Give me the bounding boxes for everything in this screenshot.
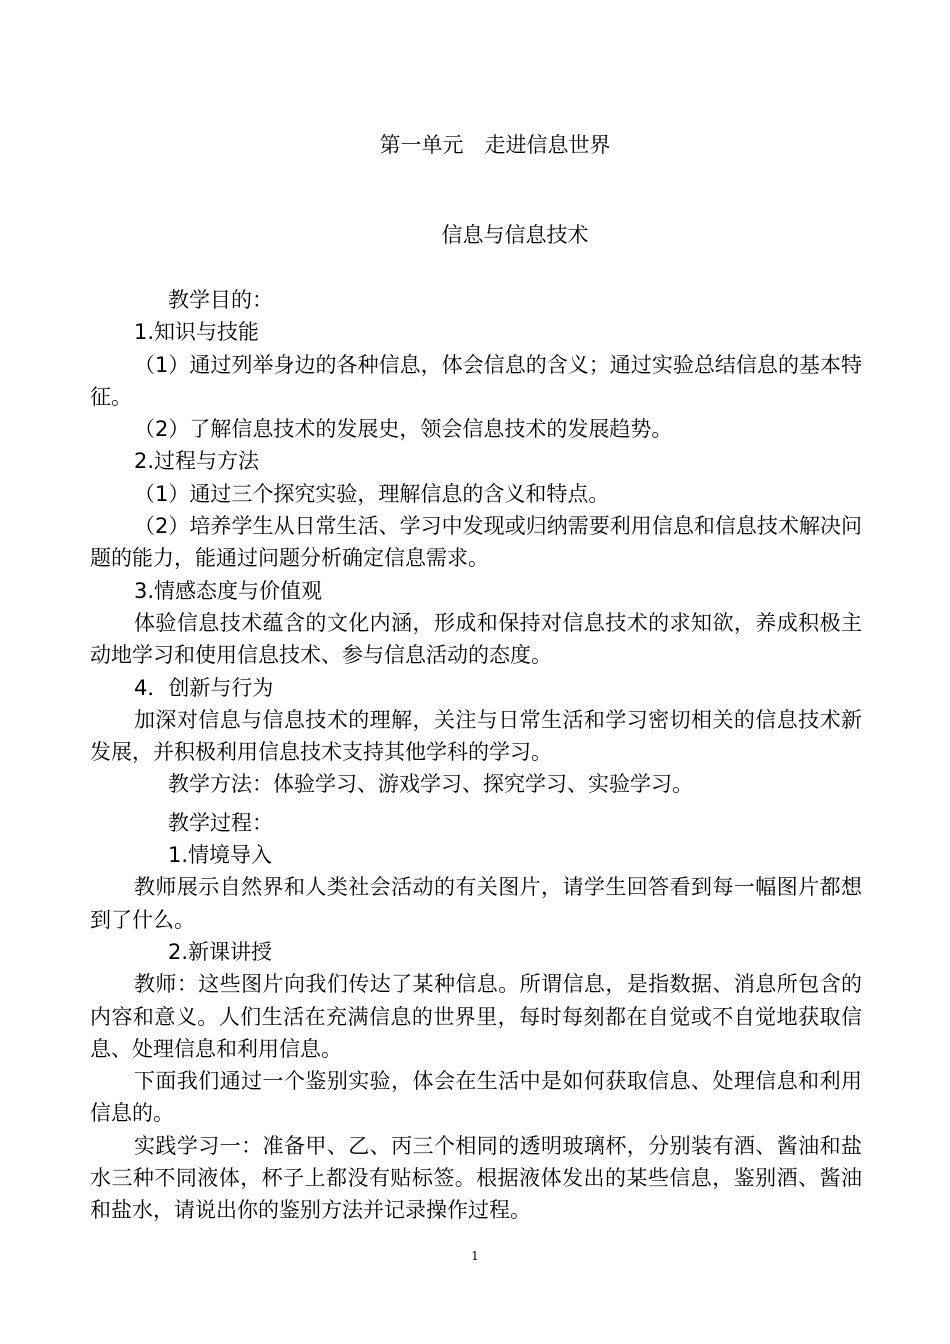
list-item: （2）培养学生从日常生活、学习中发现或归纳需要利用信息和信息技术解决问题的能力，能通过问题分析确定信息需求。 — [90, 514, 862, 571]
unit-title: 第一单元 走进信息世界 — [379, 133, 611, 157]
subheading-process-methods: 2.过程与方法 — [134, 449, 260, 474]
body-paragraph: 教师展示自然界和人类社会活动的有关图片，请学生回答看到每一幅图片都想到了什么。 — [90, 875, 862, 932]
body-paragraph: 体验信息技术蕴含的文化内涵，形成和保持对信息技术的求知欲，养成积极主动地学习和使用信息技术、参与信息活动的态度。 — [90, 610, 862, 668]
page-number: 1 — [471, 1249, 479, 1263]
body-paragraph: 教师：这些图片向我们传达了某种信息。所谓信息，是指数据、消息所包含的内容和意义。人们生活在充满信息的世界里，每时每刻都在自觉或不自觉地获取信息、处理信息和利用信息。 — [90, 972, 862, 1061]
section-heading-teaching-goals: 教学目的： — [168, 288, 273, 312]
body-paragraph: 实践学习一：准备甲、乙、丙三个相同的透明玻璃杯，分别装有酒、酱油和盐水三种不同液体，杯子上都没有贴标签。根据液体发出的某些信息，鉴别酒、酱油和盐水，请说出你的鉴别方法并记录操作过程。 — [90, 1133, 862, 1223]
subheading-scenario-intro: 1.情境导入 — [168, 843, 273, 868]
section-heading-teaching-process: 教学过程： — [168, 810, 273, 835]
list-item: （2）了解信息技术的发展史，领会信息技术的发展趋势。 — [134, 417, 673, 442]
document-body — [90, 284, 862, 1227]
body-paragraph: 加深对信息与信息技术的理解，关注与日常生活和学习密切相关的信息技术新发展，并积极利用信息技术支持其他学科的学习。 — [90, 707, 862, 765]
subheading-attitude-values: 3.情感态度与价值观 — [134, 578, 323, 603]
teaching-methods: 教学方法：体验学习、游戏学习、探究学习、实验学习。 — [168, 772, 693, 797]
list-item: （1）通过列举身边的各种信息，体会信息的含义；通过实验总结信息的基本特征。 — [90, 352, 862, 409]
subheading-knowledge-skills: 1.知识与技能 — [134, 320, 260, 345]
lesson-title: 信息与信息技术 — [441, 223, 589, 247]
subheading-innovation-behavior: 4．创新与行为 — [134, 675, 274, 700]
subheading-new-lesson: 2.新课讲授 — [168, 939, 273, 964]
list-item: （1）通过三个探究实验，理解信息的含义和特点。 — [134, 481, 610, 506]
body-paragraph: 下面我们通过一个鉴别实验，体会在生活中是如何获取信息、处理信息和利用信息的。 — [90, 1069, 862, 1126]
